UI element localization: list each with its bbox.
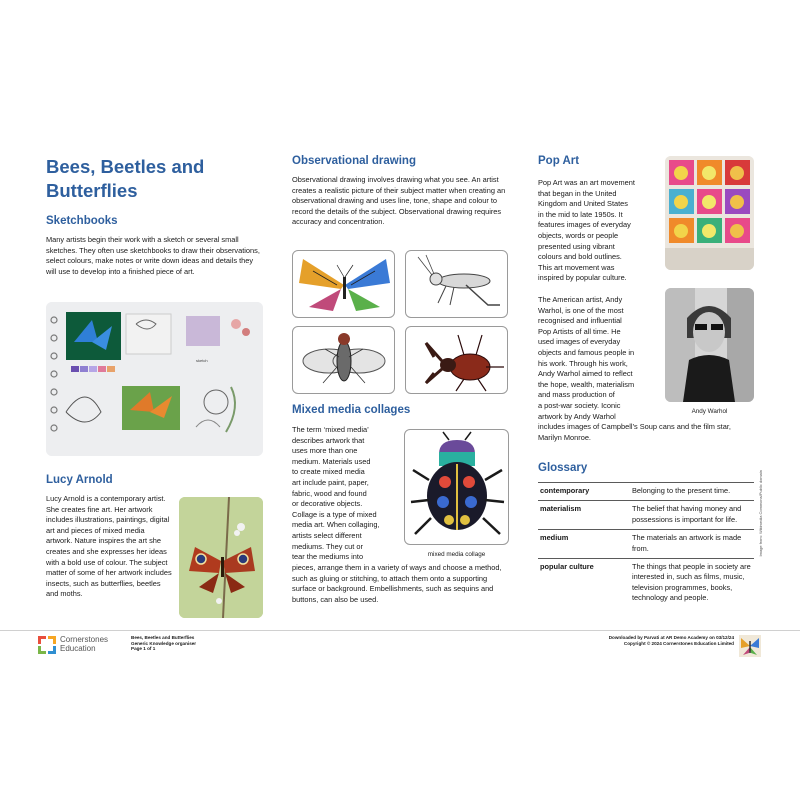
butterfly-thumbnail-icon <box>739 635 761 657</box>
page-footer <box>0 630 800 662</box>
mixed-line: to create mixed media <box>292 467 365 477</box>
pop-line: objects, words or people <box>538 230 619 240</box>
sketchbooks-heading: Sketchbooks <box>46 215 118 227</box>
pop-art-text-2 <box>538 295 662 422</box>
column-left <box>46 155 264 277</box>
mixed-media-heading: Mixed media collages <box>292 404 411 416</box>
mixed-line: medium. Materials used <box>292 456 371 466</box>
sketchbook-image <box>46 302 263 456</box>
pop-art-text-rest: includes images of Campbell’s Soup cans and the film star, Marilyn Monroe. <box>538 422 731 442</box>
marilyn-pop-art-image <box>665 156 754 270</box>
andy-warhol-caption: Andy Warhol <box>691 408 728 415</box>
mixed-media-caption: mixed media collage <box>427 551 486 558</box>
image-credit: Image from: Wikimedia Commons/Public domain <box>758 470 763 557</box>
mixed-line: tear the mediums into <box>292 552 364 562</box>
peacock-butterfly-photo <box>179 497 263 618</box>
mixed-line: mediums. They cut or <box>292 541 363 551</box>
doc-type: Generic Knowledge organiser <box>131 640 197 646</box>
download-line: Downloaded by Parvati at AR Demo Academy on 03/12/24 <box>608 635 734 640</box>
mixed-media-text-wrap <box>292 425 412 563</box>
pop-line: inspired by popular culture. <box>538 273 627 283</box>
page-title: Bees, Beetles and Butterflies <box>46 156 205 201</box>
footer-download-info <box>609 635 734 646</box>
pop-line: features images of everyday <box>538 220 631 230</box>
pop-line: presented using vibrant <box>538 241 615 251</box>
mixed-line: Collage is a type of mixed <box>292 509 377 519</box>
pop-line: Pop Artists of all time. He <box>538 326 621 336</box>
lucy-text: Lucy Arnold is a contemporary artist. She creates fine art. Her artwork includes illustrations, paintings, digital art and pieces of mixed media artwork. Nature inspires the art she creates and she expresses her ideas with a bold use of colour. The subject matter of some of her artwork includes insects, such as butterflies, beetles and moths. <box>46 494 172 599</box>
doc-title: Bees, Beetles and Butterflies <box>131 635 195 640</box>
mixed-line: art include paint, paper, <box>292 477 369 487</box>
brand-line-1: Cornerstones <box>60 635 109 644</box>
copyright-line: Copyright © 2024 Cornerstones Education Limited <box>623 640 734 646</box>
lucy-heading: Lucy Arnold <box>46 474 113 486</box>
fly-drawing <box>292 326 395 394</box>
mixed-line: uses more than one <box>292 446 358 456</box>
glossary-term: contemporary <box>538 483 630 501</box>
pop-line: in the mid to late 1950s. It <box>538 209 623 219</box>
pop-line: used images of everyday <box>538 337 621 347</box>
andy-warhol-photo <box>665 288 754 402</box>
mixed-line: media art. When collaging, <box>292 520 380 530</box>
mixed-line: The term ‘mixed media’ <box>292 425 369 434</box>
pop-line: Pop Art was an art movement <box>538 178 635 187</box>
pop-line: a post-war society. Iconic <box>538 400 621 410</box>
glossary-term: popular culture <box>538 559 630 608</box>
pop-line: objects and famous people in <box>538 347 635 357</box>
pop-line: The American artist, Andy <box>538 295 623 304</box>
pop-line: artwork by Andy Warhol <box>538 411 616 421</box>
pop-art-heading: Pop Art <box>538 155 580 167</box>
sketchbooks-text: Many artists begin their work with a sketch or several small sketches. They often use sketchbooks to draw their observations, select colours, make notes or write down ideas and details they will use to develop into a finished piece of art. <box>46 235 260 276</box>
observational-text: Observational drawing involves drawing what you see. An artist creates a realistic picture of their subject matter when creating an observational drawing and uses line, tone, shape and colour to record the details of the subject. Observational drawing requires accuracy and concentration. <box>292 175 506 227</box>
mixed-line: describes artwork that <box>292 435 365 445</box>
column-middle <box>292 155 510 228</box>
pop-line: his work. Through his work, <box>538 358 628 368</box>
stag-beetle-drawing <box>405 326 508 394</box>
pop-line: Andy Warhol aimed to reflect <box>538 369 633 379</box>
page-label: Page 1 of 1 <box>131 646 156 652</box>
svg-text:sketch: sketch <box>196 358 208 363</box>
mixed-media-collage-image <box>404 429 509 545</box>
glossary-definition: The materials an artwork is made from. <box>630 530 754 559</box>
brand-line-2: Education <box>60 644 96 653</box>
glossary-row <box>538 483 754 501</box>
observational-heading: Observational drawing <box>292 155 416 167</box>
pop-line: the hope, wealth, materialism <box>538 379 635 389</box>
mixed-line: or decorative objects. <box>292 499 363 509</box>
pop-line: and mass production of <box>538 390 615 400</box>
glossary-definition: The belief that having money and possessions is important for life. <box>630 501 754 530</box>
pop-line: Warhol, is one of the most <box>538 305 624 315</box>
glossary-row <box>538 501 754 530</box>
glossary-row <box>538 530 754 559</box>
glossary-definition: The things that people in society are interested in, such as films, music, television programmes, books, technology and people. <box>630 559 754 608</box>
pop-line: colours and bold outlines. <box>538 252 622 262</box>
pop-line: that began in the United <box>538 188 617 198</box>
glossary-term: materialism <box>538 501 630 530</box>
butterfly-drawing <box>292 250 395 318</box>
mixed-line: artists select different <box>292 530 362 540</box>
glossary-heading: Glossary <box>538 462 588 474</box>
pop-line: Kingdom and United States <box>538 199 628 209</box>
mixed-line: fabric, wood and found <box>292 488 367 498</box>
glossary-row <box>538 559 754 608</box>
glossary-term: medium <box>538 530 630 559</box>
cornerstones-logo-icon <box>38 636 56 654</box>
pop-art-text-1 <box>538 178 662 284</box>
glossary-table <box>538 482 754 608</box>
footer-doc-info <box>131 635 196 652</box>
pop-line: recognised and influential <box>538 316 622 326</box>
grasshopper-drawing <box>405 250 508 318</box>
mixed-media-text-rest: pieces, arrange them in a variety of ways and choose a method, such as gluing or stitching, to attach them onto a supporting surface or background. Embellishments, such as sequins and buttons, can also be used. <box>292 563 502 604</box>
glossary-definition: Belonging to the present time. <box>630 483 754 501</box>
pop-line: This art movement was <box>538 262 615 272</box>
